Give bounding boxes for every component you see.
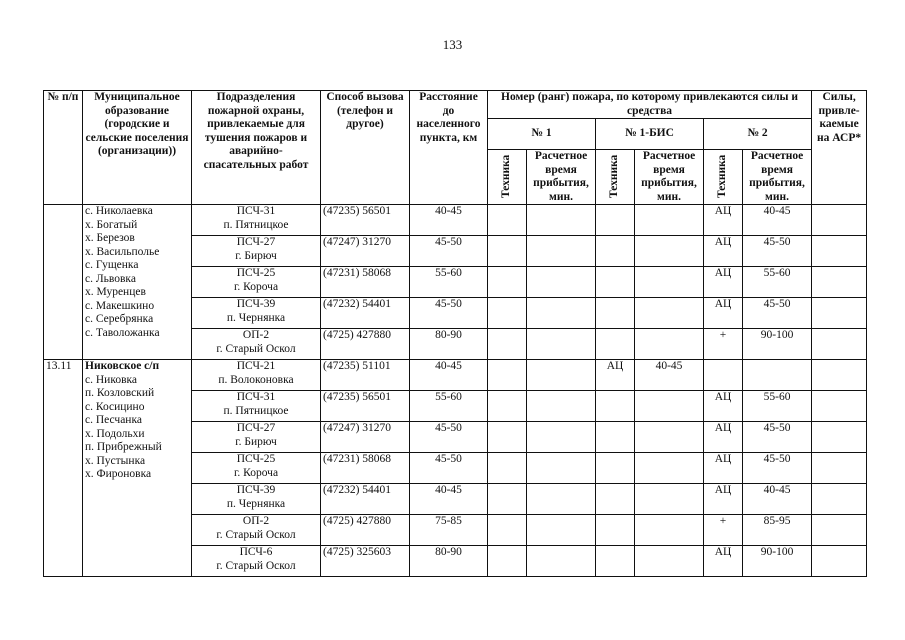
rank1bis-tech-cell <box>596 515 635 546</box>
distance-cell: 40-45 <box>410 360 488 391</box>
phone-cell: (47232) 54401 <box>321 298 410 329</box>
distance-cell: 75-85 <box>410 515 488 546</box>
rank2-eta-cell: 90-100 <box>743 546 812 577</box>
unit-name: ПСЧ-39 <box>236 298 276 310</box>
phone-cell: (47235) 56501 <box>321 205 410 236</box>
rank1-tech-cell <box>488 267 527 298</box>
header-municipality: Муниципальное образование (городские и сельские поселения (организации)) <box>83 91 192 205</box>
rank1bis-tech-cell <box>596 546 635 577</box>
settlement-item: х. Пустынка <box>85 454 146 467</box>
unit-name: ПСЧ-25 <box>236 267 276 279</box>
unit-cell <box>192 329 321 360</box>
unit-location: п. Пятницкое <box>223 404 289 417</box>
distance-cell: 45-50 <box>410 453 488 484</box>
rank1bis-tech-cell: АЦ <box>596 360 635 391</box>
rank2-eta-cell: 45-50 <box>743 422 812 453</box>
asr-cell <box>812 422 867 453</box>
settlement-item: с. Никовка <box>85 373 138 386</box>
fire-forces-table <box>43 90 867 577</box>
rank1-tech-cell <box>488 236 527 267</box>
asr-cell <box>812 453 867 484</box>
rank1bis-eta-cell <box>635 453 704 484</box>
rank2-eta-cell: 40-45 <box>743 205 812 236</box>
settlement-item: с. Косицино <box>85 400 145 413</box>
unit-location: г. Короча <box>233 466 279 479</box>
settlement-item: с. Львовка <box>85 272 136 285</box>
settlement-item: с. Макешкино <box>85 299 155 312</box>
distance-cell: 40-45 <box>410 484 488 515</box>
rank2-tech-cell <box>704 360 743 391</box>
rank1bis-eta-cell: 40-45 <box>635 360 704 391</box>
phone-cell: (47235) 51101 <box>321 360 410 391</box>
rank2-eta-cell: 55-60 <box>743 267 812 298</box>
rank2-tech-cell: + <box>704 515 743 546</box>
rank2-tech-cell: АЦ <box>704 236 743 267</box>
rank1bis-tech-cell <box>596 267 635 298</box>
unit-name: ПСЧ-27 <box>236 422 276 434</box>
rank1-eta-cell <box>527 453 596 484</box>
unit-cell <box>192 236 321 267</box>
header-call-method: Способ вызова (телефон и другое) <box>321 91 410 205</box>
settlement-item: с. Таволожанка <box>85 326 160 339</box>
unit-location: г. Старый Оскол <box>216 342 296 355</box>
rank2-eta-cell: 45-50 <box>743 453 812 484</box>
unit-name: ПСЧ-25 <box>236 453 276 465</box>
phone-cell: (4725) 427880 <box>321 515 410 546</box>
rank1bis-eta-cell <box>635 298 704 329</box>
unit-cell <box>192 205 321 236</box>
rank2-eta-cell: 55-60 <box>743 391 812 422</box>
rank1bis-tech-cell <box>596 391 635 422</box>
unit-name: ПСЧ-21 <box>236 360 276 372</box>
rank1bis-tech-cell <box>596 484 635 515</box>
asr-cell <box>812 236 867 267</box>
row-number <box>44 205 83 360</box>
distance-cell: 55-60 <box>410 267 488 298</box>
unit-cell <box>192 484 321 515</box>
rank1bis-tech-cell <box>596 236 635 267</box>
asr-cell <box>812 484 867 515</box>
header-distance: Расстояние до населенного пункта, км <box>410 91 488 205</box>
header-rank-1bis: № 1-БИС <box>596 119 704 150</box>
settlement-item: х. Муренцев <box>85 286 146 298</box>
settlement-item: х. Богатый <box>85 218 138 231</box>
unit-name: ПСЧ-6 <box>239 546 273 558</box>
row-number: 13.11 <box>44 360 83 577</box>
rank1-tech-cell <box>488 546 527 577</box>
unit-cell <box>192 515 321 546</box>
rank2-eta-cell <box>743 360 812 391</box>
phone-cell: (47232) 54401 <box>321 484 410 515</box>
phone-cell: (47231) 58068 <box>321 267 410 298</box>
header-tech-2: Техника <box>716 154 729 198</box>
rank1-tech-cell <box>488 391 527 422</box>
header-fire-number: Номер (ранг) пожара, по которому привлекаются силы и средства <box>488 91 812 119</box>
settlement-item: с. Серебрянка <box>85 313 154 325</box>
asr-cell <box>812 391 867 422</box>
rank1-eta-cell <box>527 391 596 422</box>
municipality-cell <box>83 360 192 577</box>
header-eta-1: Расчетное время прибытия, мин. <box>527 150 596 205</box>
phone-cell: (47235) 56501 <box>321 391 410 422</box>
rank1-eta-cell <box>527 360 596 391</box>
asr-cell <box>812 546 867 577</box>
rank1bis-eta-cell <box>635 329 704 360</box>
rank1-eta-cell <box>527 422 596 453</box>
header-rank-2: № 2 <box>704 119 812 150</box>
rank1bis-eta-cell <box>635 391 704 422</box>
rank2-tech-cell: АЦ <box>704 484 743 515</box>
unit-location: п. Чернянка <box>226 311 286 324</box>
settlement-item: п. Прибрежный <box>85 441 162 453</box>
phone-cell: (47247) 31270 <box>321 236 410 267</box>
settlement-item: с. Гущенка <box>85 259 139 271</box>
settlement-item: с. Песчанка <box>85 414 142 426</box>
asr-cell <box>812 298 867 329</box>
unit-cell <box>192 546 321 577</box>
rank1bis-eta-cell <box>635 515 704 546</box>
unit-cell <box>192 453 321 484</box>
rank2-eta-cell: 90-100 <box>743 329 812 360</box>
rank1-eta-cell <box>527 515 596 546</box>
rank1bis-eta-cell <box>635 267 704 298</box>
distance-cell: 80-90 <box>410 546 488 577</box>
unit-location: г. Старый Оскол <box>216 528 296 541</box>
unit-location: г. Старый Оскол <box>216 559 296 572</box>
header-tech-1: Техника <box>500 154 513 198</box>
settlement-item: х. Васильполье <box>85 245 160 258</box>
rank1bis-eta-cell <box>635 205 704 236</box>
header-rank-1: № 1 <box>488 119 596 150</box>
unit-cell <box>192 391 321 422</box>
distance-cell: 55-60 <box>410 391 488 422</box>
unit-location: п. Пятницкое <box>223 218 289 231</box>
rank1bis-eta-cell <box>635 422 704 453</box>
rank1bis-tech-cell <box>596 205 635 236</box>
header-eta-1bis: Расчетное время прибытия, мин. <box>635 150 704 205</box>
settlement-item: х. Фироновка <box>85 468 152 480</box>
rank2-tech-cell: + <box>704 329 743 360</box>
municipality-cell <box>83 205 192 360</box>
distance-cell: 45-50 <box>410 422 488 453</box>
unit-cell <box>192 422 321 453</box>
rank1-eta-cell <box>527 298 596 329</box>
rank2-tech-cell: АЦ <box>704 453 743 484</box>
rank1-tech-cell <box>488 329 527 360</box>
header-eta-2: Расчетное время прибытия, мин. <box>743 150 812 205</box>
unit-location: п. Чернянка <box>226 497 286 510</box>
rank1bis-tech-cell <box>596 453 635 484</box>
rank1-tech-cell <box>488 484 527 515</box>
unit-name: ПСЧ-27 <box>236 236 276 248</box>
rank2-tech-cell: АЦ <box>704 267 743 298</box>
rank1-eta-cell <box>527 484 596 515</box>
unit-location: г. Бирюч <box>235 249 277 262</box>
phone-cell: (4725) 427880 <box>321 329 410 360</box>
rank2-tech-cell: АЦ <box>704 422 743 453</box>
rank1-tech-cell <box>488 422 527 453</box>
unit-cell <box>192 360 321 391</box>
rank2-tech-cell: АЦ <box>704 298 743 329</box>
rank1-tech-cell <box>488 360 527 391</box>
rank2-eta-cell: 45-50 <box>743 298 812 329</box>
unit-name: ПСЧ-39 <box>236 484 276 496</box>
header-units: Подразделения пожарной охраны, привлекаемые для тушения пожаров и аварийно-спасательных работ <box>192 91 321 205</box>
rank1-tech-cell <box>488 298 527 329</box>
unit-location: г. Бирюч <box>235 435 277 448</box>
header-forces-asr: Силы, привле-каемые на АСР* <box>812 91 867 205</box>
unit-name: ОП-2 <box>242 329 270 341</box>
unit-name: ПСЧ-31 <box>236 205 276 217</box>
municipality-name: Никовское с/п <box>85 360 160 372</box>
rank2-eta-cell: 45-50 <box>743 236 812 267</box>
unit-name: ПСЧ-31 <box>236 391 276 403</box>
rank1bis-tech-cell <box>596 329 635 360</box>
rank1-tech-cell <box>488 453 527 484</box>
asr-cell <box>812 205 867 236</box>
rank1-eta-cell <box>527 267 596 298</box>
rank1bis-eta-cell <box>635 236 704 267</box>
distance-cell: 80-90 <box>410 329 488 360</box>
phone-cell: (47247) 31270 <box>321 422 410 453</box>
header-num: № п/п <box>44 91 83 205</box>
rank1bis-eta-cell <box>635 484 704 515</box>
table-row <box>44 205 867 236</box>
rank2-eta-cell: 40-45 <box>743 484 812 515</box>
header-tech-1bis: Техника <box>608 154 621 198</box>
asr-cell <box>812 267 867 298</box>
asr-cell <box>812 515 867 546</box>
rank1-tech-cell <box>488 205 527 236</box>
unit-location: п. Волоконовка <box>218 373 294 386</box>
rank1-tech-cell <box>488 515 527 546</box>
settlement-item: х. Подольхи <box>85 427 145 440</box>
phone-cell: (47231) 58068 <box>321 453 410 484</box>
distance-cell: 45-50 <box>410 236 488 267</box>
phone-cell: (4725) 325603 <box>321 546 410 577</box>
rank1bis-tech-cell <box>596 422 635 453</box>
unit-location: г. Короча <box>233 280 279 293</box>
settlement-item: х. Березов <box>85 232 135 244</box>
rank1bis-tech-cell <box>596 298 635 329</box>
rank1-eta-cell <box>527 205 596 236</box>
asr-cell <box>812 360 867 391</box>
rank2-tech-cell: АЦ <box>704 546 743 577</box>
rank1-eta-cell <box>527 236 596 267</box>
distance-cell: 40-45 <box>410 205 488 236</box>
settlement-item: п. Козловский <box>85 387 155 399</box>
rank1bis-eta-cell <box>635 546 704 577</box>
rank1-eta-cell <box>527 329 596 360</box>
rank2-tech-cell: АЦ <box>704 391 743 422</box>
unit-cell <box>192 298 321 329</box>
page-number: 133 <box>442 37 463 52</box>
settlement-item: с. Николаевка <box>85 205 153 217</box>
table-row <box>44 360 867 391</box>
distance-cell: 45-50 <box>410 298 488 329</box>
rank1-eta-cell <box>527 546 596 577</box>
rank2-tech-cell: АЦ <box>704 205 743 236</box>
unit-cell <box>192 267 321 298</box>
rank2-eta-cell: 85-95 <box>743 515 812 546</box>
unit-name: ОП-2 <box>242 515 270 527</box>
asr-cell <box>812 329 867 360</box>
